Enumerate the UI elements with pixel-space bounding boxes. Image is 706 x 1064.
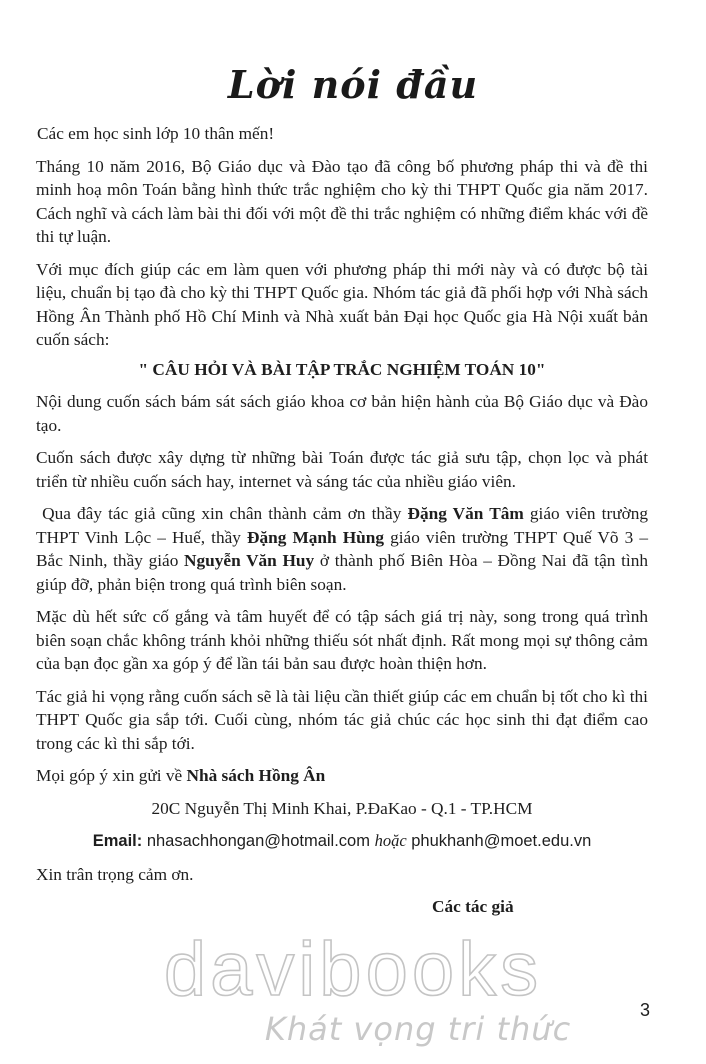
- paragraph-5: [36, 502, 648, 596]
- paragraph-7-text: Tác giả hi vọng rằng cuốn sách sẽ là tài liệu cần thiết giúp các em chuẩn bị tốt cho kì thi THPT Quốc gia sắp tới. Cuối cùng, nhóm tác giả chúc các học sinh thi đạt điểm cao trong các kì thi sắp tới.: [36, 686, 648, 753]
- paragraph-2: [36, 258, 648, 352]
- paragraph-4: [36, 446, 648, 493]
- contact-line: [36, 764, 648, 788]
- watermark-logo: davibooks: [163, 927, 543, 1012]
- email-or: hoặc: [374, 831, 407, 850]
- paragraph-1-text: Tháng 10 năm 2016, Bộ Giáo dục và Đào tạo đã công bố phương pháp thi và đề thi minh hoạ môn Toán bằng hình thức trắc nghiệm cho kỳ thi THPT Quốc gia năm 2017. Cách nghĩ và cách làm bài thi đối với một đề thi trắc nghiệm có những điểm khác với đề thi tự luận.: [36, 156, 648, 246]
- paragraph-5-text-2: giáo viên trường THPT Vinh Lộc – Huế, thầy: [36, 504, 648, 547]
- paragraph-1: [36, 155, 648, 249]
- paragraph-6: [36, 605, 648, 676]
- paragraph-5-text-4: ở thành phố Biên Hòa – Đồng Nai đã tận tình giúp đỡ, phản biện trong quá trình biên soạn.: [36, 551, 648, 594]
- book-title: " CÂU HỎI VÀ BÀI TẬP TRẮC NGHIỆM TOÁN 10": [138, 359, 546, 379]
- watermark-slogan: Khát vọng tri thức: [264, 1010, 572, 1048]
- paragraph-3-text: Nội dung cuốn sách bám sát sách giáo khoa cơ bản hiện hành của Bộ Giáo dục và Đào tạo.: [36, 392, 648, 435]
- paragraph-2-text: Với mục đích giúp các em làm quen với phương pháp thi mới này và có được bộ tài liệu, chuẩn bị tạo đà cho kỳ thi THPT Quốc gia. Nhóm tác giả đã phối hợp với Nhà sách Hồng Ân Thành phố Hồ Chí Minh và Nhà xuất bản Đại học Quốc gia Hà Nội xuất bản cuốn sách:: [36, 259, 648, 349]
- preface-body: [36, 122, 648, 919]
- paragraph-5-text-3: giáo viên trường THPT Quế Võ 3 – Bắc Ninh, thầy giáo: [36, 527, 648, 570]
- signature: Các tác giả: [432, 897, 514, 916]
- email-label: Email:: [92, 832, 143, 850]
- publisher-name: Nhà sách Hồng Ân: [186, 766, 326, 785]
- paragraph-4-text: Cuốn sách được xây dựng từ những bài Toán được tác giả sưu tập, chọn lọc và phát triển từ nhiều cuốn sách hay, internet và sáng tác của nhiều giáo viên.: [36, 448, 648, 491]
- email-1: nhasachhongan@hotmail.com: [142, 832, 375, 850]
- paragraph-3: [36, 390, 648, 437]
- paragraph-7: [36, 685, 648, 756]
- page-number: 3: [639, 1000, 650, 1020]
- greeting: Các em học sinh lớp 10 thân mến!: [37, 124, 275, 143]
- thanks-line: Xin trân trọng cảm ơn.: [36, 864, 194, 884]
- teacher-name-2: Đặng Mạnh Hùng: [246, 527, 385, 547]
- paragraph-6-text: Mặc dù hết sức cố gắng và tâm huyết để có tập sách giá trị này, song trong quá trình biên soạn chắc không tránh khỏi những thiếu sót nhất định. Rất mong mọi sự thông cảm của bạn đọc gần xa góp ý để lần tái bản sau được hoàn thiện hơn.: [36, 607, 648, 673]
- teacher-name-3: Nguyễn Văn Huy: [184, 551, 315, 570]
- email-2: phukhanh@moet.edu.vn: [406, 832, 592, 850]
- email-line: [36, 829, 648, 854]
- page-title: Lời nói đầu: [227, 62, 479, 107]
- publisher-address: 20C Nguyễn Thị Minh Khai, P.ĐaKao - Q.1 - TP.HCM: [151, 798, 533, 818]
- contact-intro: Mọi góp ý xin gửi về: [36, 766, 187, 785]
- teacher-name-1: Đặng Văn Tâm: [407, 504, 524, 523]
- paragraph-5-text-1: Qua đây tác giả cũng xin chân thành cảm ơn thầy: [42, 504, 408, 523]
